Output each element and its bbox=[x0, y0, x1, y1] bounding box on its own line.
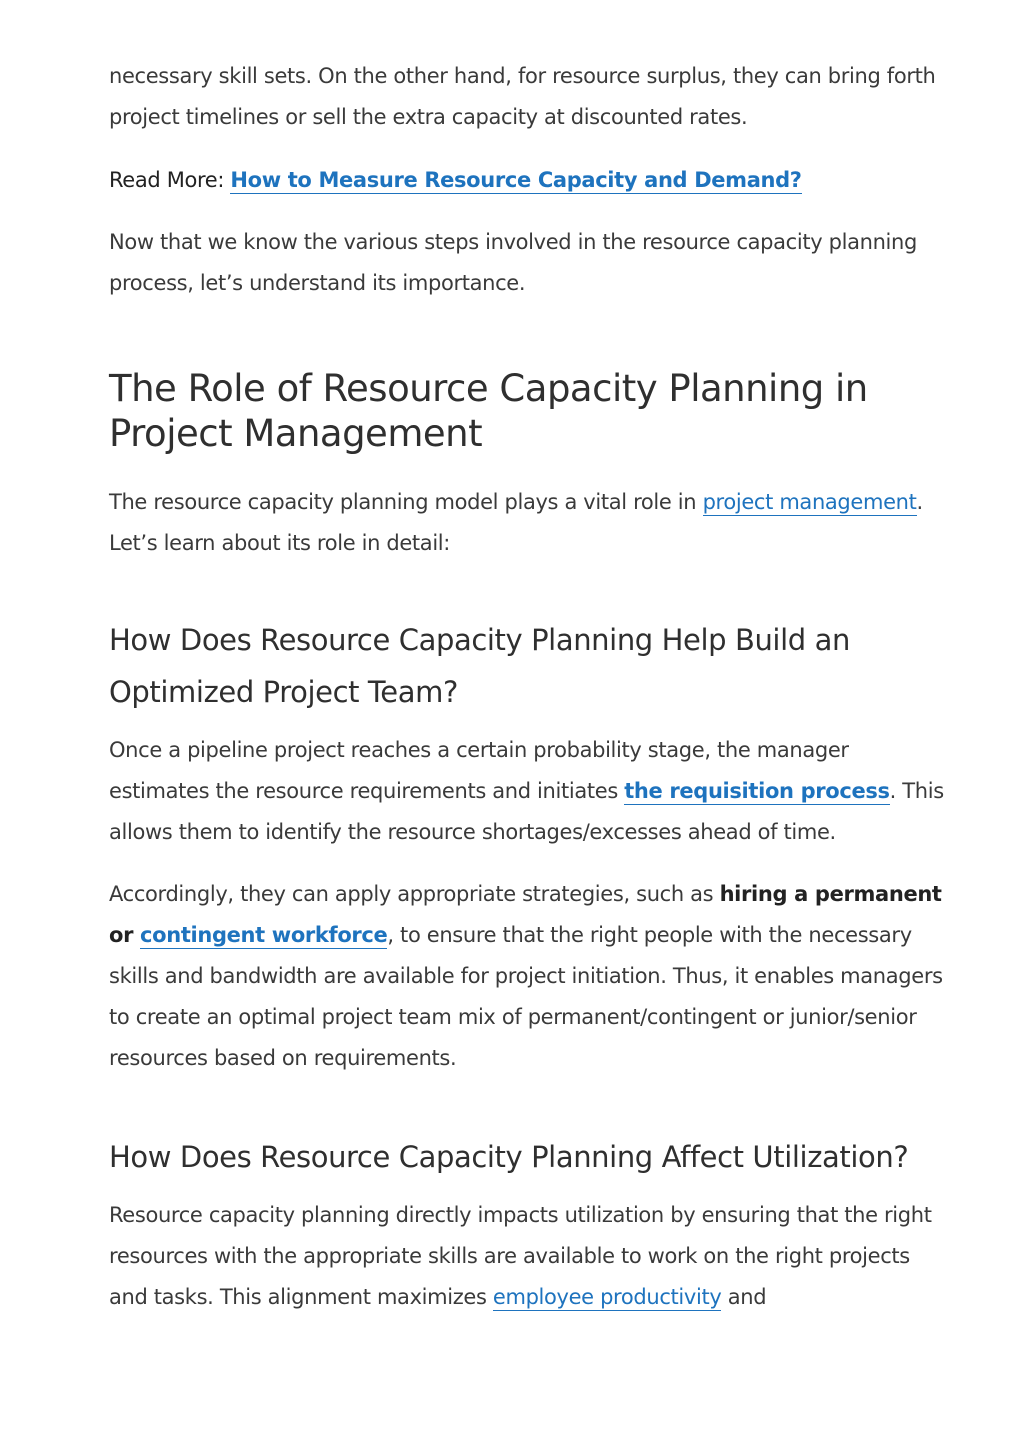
read-more-label: Read More: bbox=[109, 168, 231, 192]
paragraph-text: Accordingly, they can apply appropriate strategies, such as bbox=[109, 882, 720, 906]
paragraph-text: Once a pipeline project reaches a certain probability stage, the manager estimates the resource requirements and initiates bbox=[109, 738, 849, 803]
paragraph-text: Now that we know the various steps involved in the resource capacity planning process, let’s understand its importance. bbox=[109, 230, 917, 295]
contingent-workforce-link[interactable]: contingent workforce bbox=[140, 923, 388, 947]
bold-phrase: hiring a permanent or bbox=[109, 882, 942, 947]
paragraph-role-intro bbox=[109, 482, 949, 564]
paragraph-text: necessary skill sets. On the other hand, for resource surplus, they can bring forth project timelines or sell the extra capacity at discounted rates. bbox=[109, 64, 936, 129]
article-body bbox=[109, 56, 949, 1318]
subheading-utilization: How Does Resource Capacity Planning Affect Utilization? bbox=[109, 1140, 909, 1174]
employee-productivity-link[interactable]: employee productivity bbox=[492, 1285, 722, 1309]
paragraph-importance-intro bbox=[109, 222, 949, 304]
read-more-line bbox=[109, 160, 949, 201]
paragraph-requisition bbox=[109, 730, 949, 853]
paragraph-utilization bbox=[109, 1195, 949, 1318]
paragraph-text: The resource capacity planning model plays a vital role in bbox=[109, 490, 703, 514]
subheading-optimized-team: How Does Resource Capacity Planning Help Build an Optimized Project Team? bbox=[109, 623, 850, 709]
paragraph-text: , to ensure that the right people with the necessary skills and bandwidth are available for project initiation. Thus, it enables managers to create an optimal project team mix of permanent/contingent or junior/senior resources based on requirements. bbox=[109, 923, 943, 1070]
paragraph-text: . This allows them to identify the resource shortages/excesses ahead of time. bbox=[109, 779, 944, 844]
paragraph-strategies bbox=[109, 874, 949, 1079]
section-heading-role: The Role of Resource Capacity Planning in Project Management bbox=[109, 367, 868, 455]
paragraph-resource-surplus bbox=[109, 56, 949, 138]
paragraph-text: . Let’s learn about its role in detail: bbox=[109, 490, 923, 555]
paragraph-text: and bbox=[721, 1285, 767, 1309]
read-more-link[interactable]: How to Measure Resource Capacity and Demand? bbox=[230, 168, 802, 192]
requisition-process-link[interactable]: the requisition process bbox=[624, 779, 890, 803]
project-management-link[interactable]: project management bbox=[702, 490, 917, 514]
paragraph-text: Resource capacity planning directly impacts utilization by ensuring that the right resources with the appropriate skills are available to work on the right projects and tasks. This alignment maximizes bbox=[109, 1203, 932, 1309]
